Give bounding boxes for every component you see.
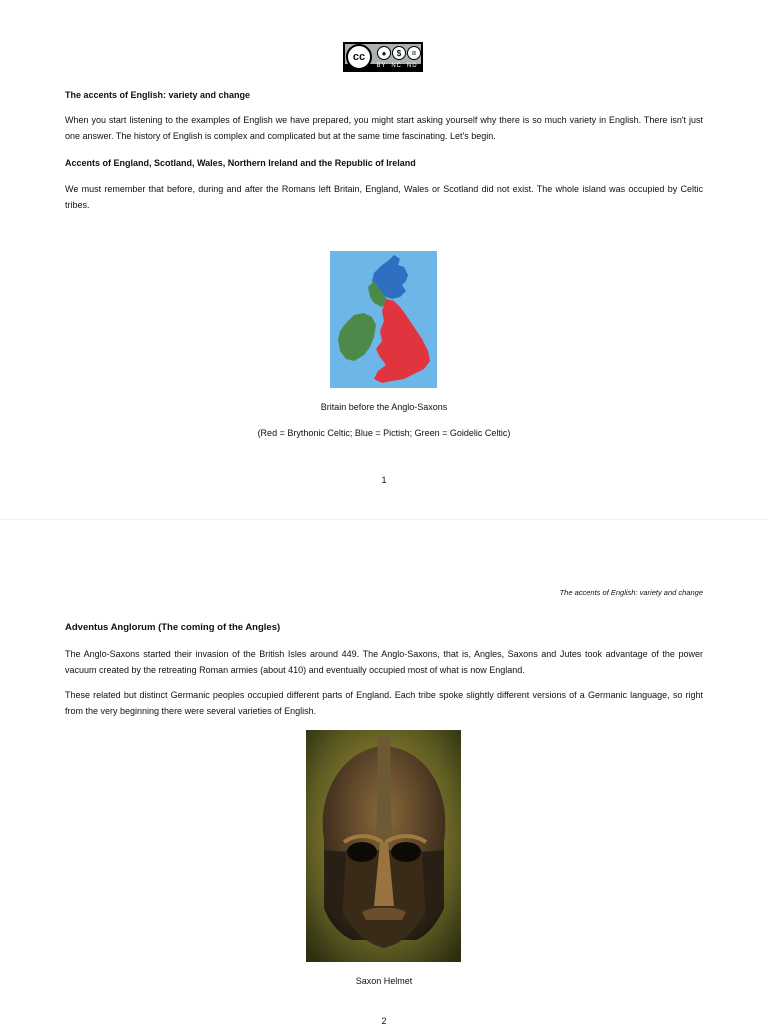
license-labels [374, 62, 420, 70]
right-eye-hole [391, 842, 421, 862]
section-heading-2 [65, 622, 280, 633]
section-paragraph: We must remember that before, during and after the Romans left Britain, England, Wales or Scotland did not exist. The whole island was occupied by Celtic tribes. [65, 184, 703, 210]
running-header: The accents of English: variety and change [559, 588, 703, 597]
license-label-nd: ND [406, 63, 418, 69]
document-title: The accents of English: variety and change [65, 90, 251, 100]
helmet-crest [376, 736, 392, 850]
paragraph-2: These related but distinct Germanic peoples occupied different parts of England. Each tribe spoke slightly different versions of a Germanic language, so right from the very beginning there were several varieties of English. [65, 690, 703, 716]
heading-text: Adventus Anglorum (The coming of the Angles) [65, 622, 281, 633]
noncommercial-icon: $ [392, 46, 406, 60]
map-graphic [330, 251, 437, 388]
helmet-graphic [306, 730, 461, 962]
left-eye-hole [347, 842, 377, 862]
attribution-icon: ● [377, 46, 391, 60]
map-caption: Britain before the Anglo-Saxons [320, 402, 448, 412]
license-label-nc: NC [391, 63, 402, 69]
celtic-britain-map [330, 251, 437, 388]
page-number-2: 2 [381, 1016, 387, 1026]
saxon-helmet-photo [306, 730, 461, 962]
cc-icon: cc [346, 44, 372, 70]
intro-paragraph: When you start listening to the examples of English we have prepared, you might start asking yourself why there is so much variety in English. There isn't just one answer. The history of English is complex and complicated but at the same time fascinating. Let's begin. [65, 115, 703, 141]
map-legend: (Red = Brythonic Celtic; Blue = Pictish; Green = Goidelic Celtic) [257, 428, 511, 438]
section-heading: Accents of England, Scotland, Wales, Northern Ireland and the Republic of Ireland [65, 158, 416, 168]
moustache [362, 908, 406, 921]
document-page-2 [0, 520, 768, 1024]
creative-commons-badge [343, 42, 423, 72]
noderivatives-icon: = [407, 46, 421, 60]
license-label-by: BY [376, 63, 387, 69]
helmet-caption: Saxon Helmet [355, 976, 413, 986]
paragraph-1: The Anglo-Saxons started their invasion of the British Isles around 449. The Anglo-Saxons, that is, Angles, Saxons and Jutes took advantage of the power vacuum created by the retreating Roman armies (about 410) and eventually occupied most of what is now England. [65, 649, 703, 675]
page-number: 1 [381, 475, 387, 485]
